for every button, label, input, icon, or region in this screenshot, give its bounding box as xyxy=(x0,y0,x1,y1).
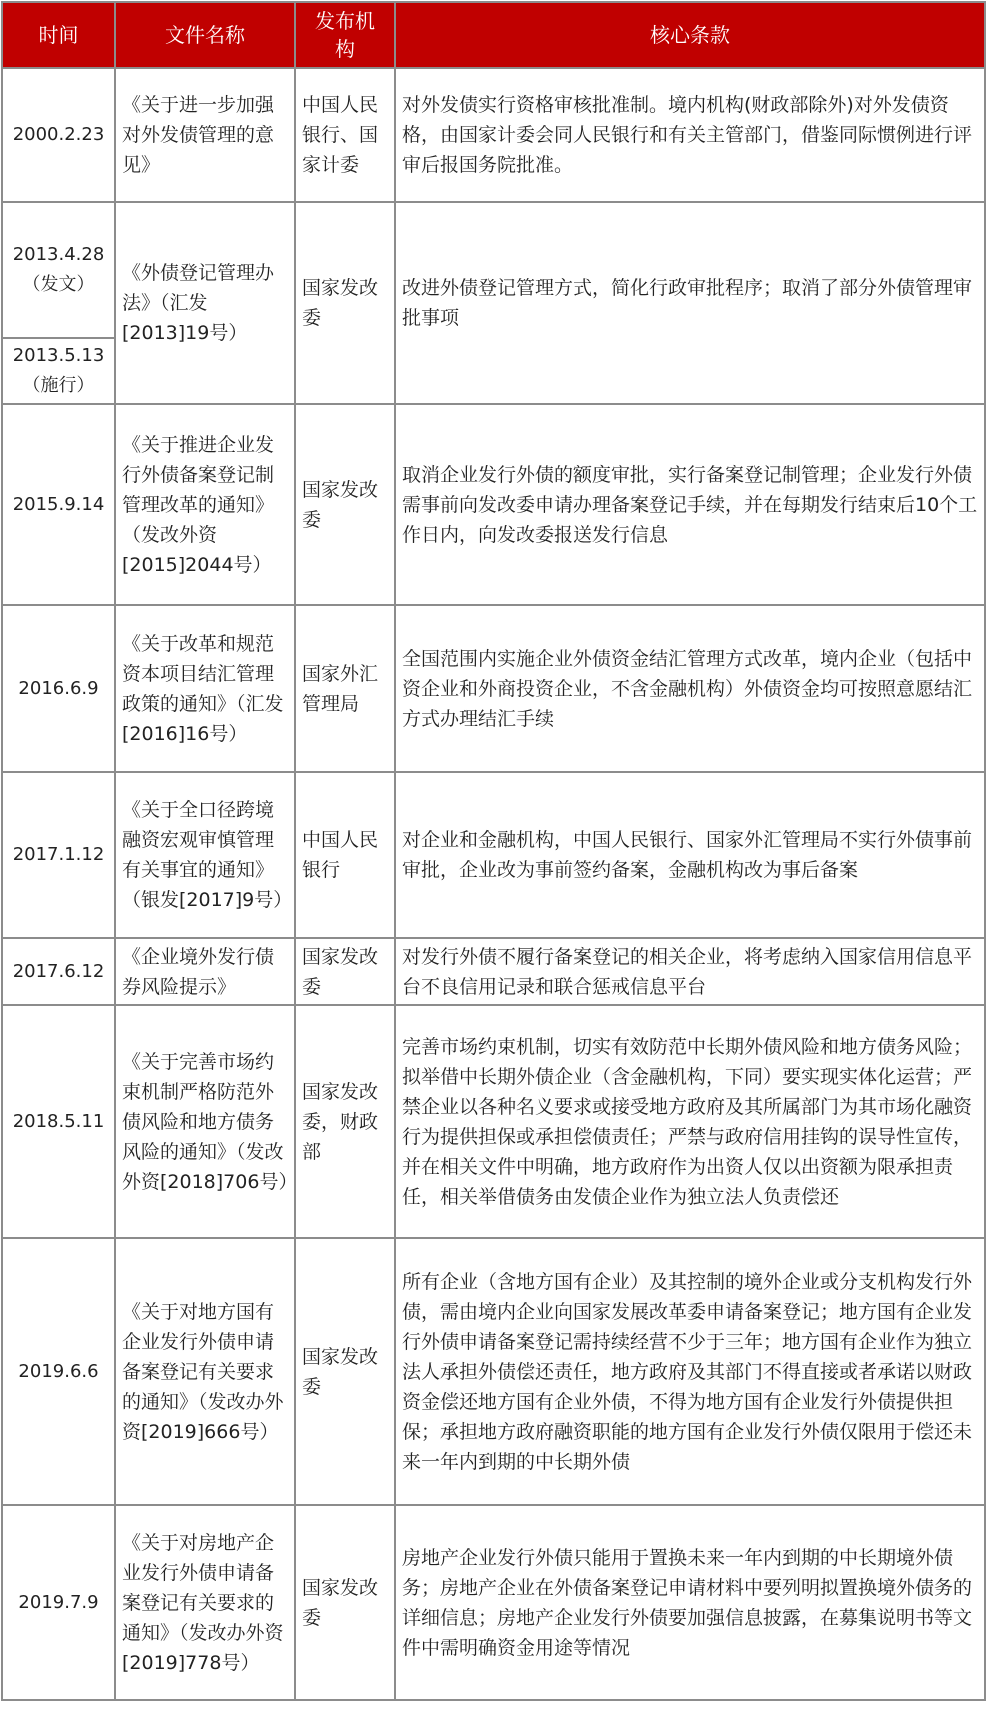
cell-issuer: 国家发改委 xyxy=(295,1505,395,1700)
cell-core-terms: 对发行外债不履行备案登记的相关企业，将考虑纳入国家信用信息平台不良信用记录和联合惩戒信息平台 xyxy=(395,938,985,1005)
cell-date-effective: 2013.5.13（施行） xyxy=(2,338,115,404)
cell-core-terms: 所有企业（含地方国有企业）及其控制的境外企业或分支机构发行外债，需由境内企业向国家发展改革委申请备案登记；地方国有企业发行外债申请备案登记需持续经营不少于三年；地方国有企业作为独立法人承担外债偿还责任，地方政府及其部门不得直接或者承诺以财政资金偿还地方国有企业外债，不得为地方国有企业发行外债提供担保；承担地方政府融资职能的地方国有企业发行外债仅限用于偿还未来一年内到期的中长期外债 xyxy=(395,1238,985,1505)
cell-date: 2013.4.28（发文） xyxy=(2,202,115,338)
cell-date: 2017.6.12 xyxy=(2,938,115,1005)
table-row xyxy=(2,1005,985,1238)
table-row xyxy=(2,938,985,1005)
table-row xyxy=(2,202,985,338)
header-row xyxy=(2,2,985,68)
table-row xyxy=(2,605,985,772)
cell-doc-name: 《关于改革和规范资本项目结汇管理政策的通知》（汇发[2016]16号） xyxy=(115,605,295,772)
cell-issuer: 国家发改委 xyxy=(295,1238,395,1505)
cell-core-terms: 房地产企业发行外债只能用于置换未来一年内到期的中长期境外债务；房地产企业在外债备案登记申请材料中要列明拟置换境外债务的详细信息；房地产企业发行外债要加强信息披露，在募集说明书等文件中需明确资金用途等情况 xyxy=(395,1505,985,1700)
cell-date: 2017.1.12 xyxy=(2,772,115,938)
cell-date: 2018.5.11 xyxy=(2,1005,115,1238)
cell-date: 2016.6.9 xyxy=(2,605,115,772)
cell-date: 2015.9.14 xyxy=(2,404,115,605)
cell-doc-name: 《关于完善市场约束机制严格防范外债风险和地方债务风险的通知》（发改外资[2018]706号） xyxy=(115,1005,295,1238)
cell-doc-name: 《关于对房地产企业发行外债申请备案登记有关要求的通知》（发改办外资[2019]778号） xyxy=(115,1505,295,1700)
cell-issuer: 国家发改委 xyxy=(295,938,395,1005)
cell-doc-name: 《关于推进企业发行外债备案登记制管理改革的通知》（发改外资[2015]2044号） xyxy=(115,404,295,605)
cell-issuer: 国家外汇管理局 xyxy=(295,605,395,772)
table-row xyxy=(2,1505,985,1700)
cell-core-terms: 完善市场约束机制，切实有效防范中长期外债风险和地方债务风险；拟举借中长期外债企业（含金融机构，下同）要实现实体化运营；严禁企业以各种名义要求或接受地方政府及其所属部门为其市场化融资行为提供担保或承担偿债责任；严禁与政府信用挂钩的误导性宣传，并在相关文件中明确，地方政府作为出资人仅以出资额为限承担责任，相关举借债务由发债企业作为独立法人负责偿还 xyxy=(395,1005,985,1238)
table-row xyxy=(2,404,985,605)
cell-date: 2000.2.23 xyxy=(2,68,115,202)
cell-date: 2019.7.9 xyxy=(2,1505,115,1700)
table-row xyxy=(2,68,985,202)
policy-table xyxy=(1,1,986,1701)
cell-core-terms: 改进外债登记管理方式，简化行政审批程序；取消了部分外债管理审批事项 xyxy=(395,202,985,404)
cell-core-terms: 取消企业发行外债的额度审批，实行备案登记制管理；企业发行外债需事前向发改委申请办理备案登记手续，并在每期发行结束后10个工作日内，向发改委报送发行信息 xyxy=(395,404,985,605)
header-doc-name: 文件名称 xyxy=(115,2,295,68)
cell-date: 2019.6.6 xyxy=(2,1238,115,1505)
cell-issuer: 国家发改委，财政部 xyxy=(295,1005,395,1238)
cell-issuer: 中国人民银行、国家计委 xyxy=(295,68,395,202)
cell-issuer: 国家发改委 xyxy=(295,202,395,404)
table-row xyxy=(2,1238,985,1505)
cell-core-terms: 全国范围内实施企业外债资金结汇管理方式改革，境内企业（包括中资企业和外商投资企业，不含金融机构）外债资金均可按照意愿结汇方式办理结汇手续 xyxy=(395,605,985,772)
cell-doc-name: 《企业境外发行债券风险提示》 xyxy=(115,938,295,1005)
header-time: 时间 xyxy=(2,2,115,68)
cell-issuer: 中国人民银行 xyxy=(295,772,395,938)
cell-doc-name: 《关于进一步加强对外发债管理的意见》 xyxy=(115,68,295,202)
cell-core-terms: 对外发债实行资格审核批准制。境内机构(财政部除外)对外发债资格，由国家计委会同人民银行和有关主管部门，借鉴同际惯例进行评审后报国务院批准。 xyxy=(395,68,985,202)
cell-doc-name: 《关于对地方国有企业发行外债申请备案登记有关要求的通知》（发改办外资[2019]666号） xyxy=(115,1238,295,1505)
header-issuer: 发布机构 xyxy=(295,2,395,68)
cell-doc-name: 《外债登记管理办法》（汇发[2013]19号） xyxy=(115,202,295,404)
header-core-terms: 核心条款 xyxy=(395,2,985,68)
table-row xyxy=(2,772,985,938)
cell-issuer: 国家发改委 xyxy=(295,404,395,605)
cell-doc-name: 《关于全口径跨境融资宏观审慎管理有关事宜的通知》（银发[2017]9号） xyxy=(115,772,295,938)
cell-core-terms: 对企业和金融机构，中国人民银行、国家外汇管理局不实行外债事前审批，企业改为事前签约备案，金融机构改为事后备案 xyxy=(395,772,985,938)
